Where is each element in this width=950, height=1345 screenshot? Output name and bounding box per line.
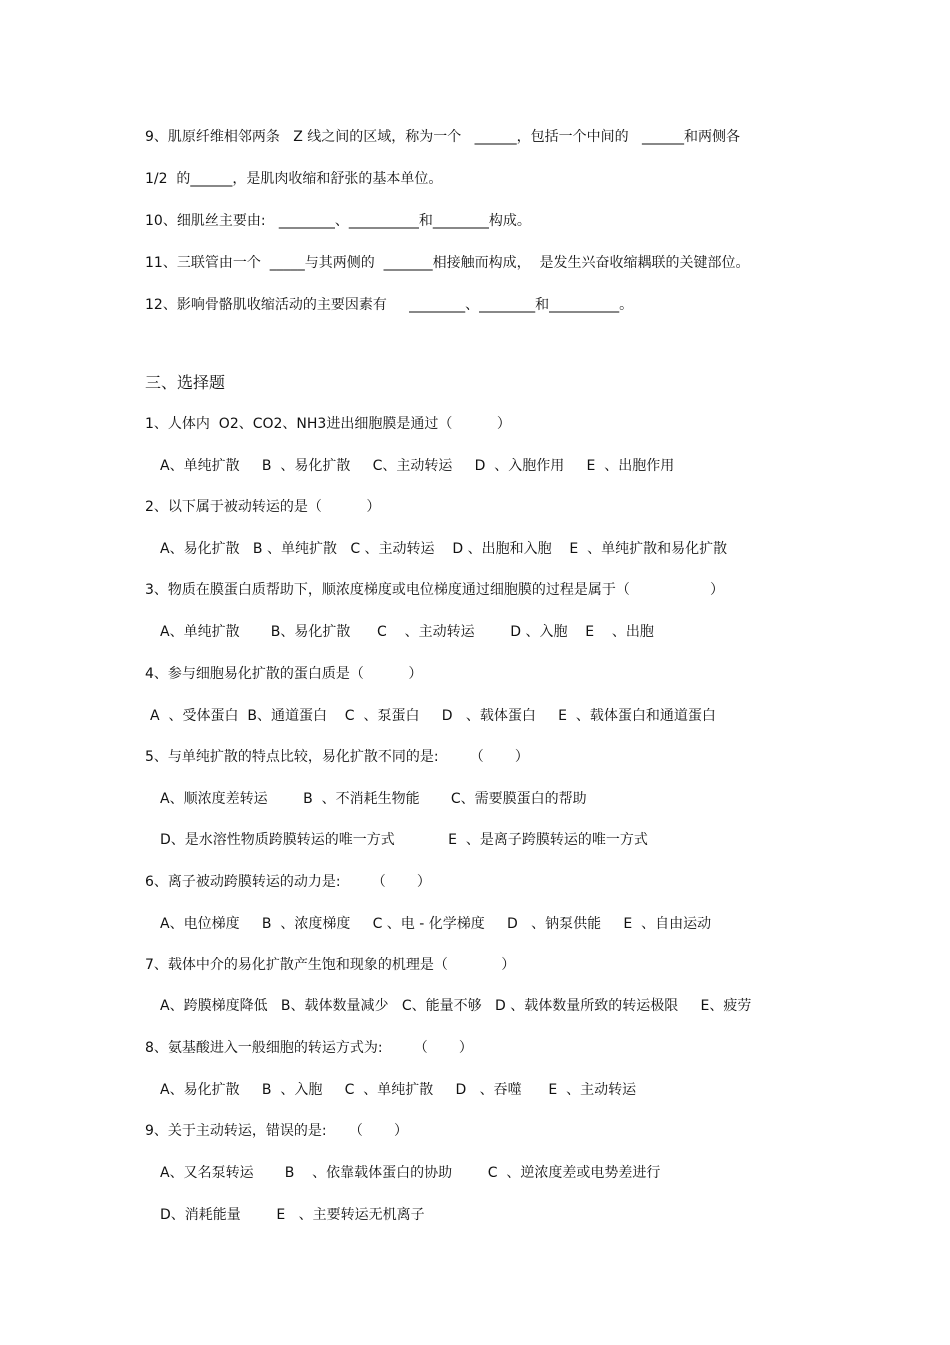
question-5-options-b: D、是水溶性物质跨膜转运的唯一方式 E 、是离子跨膜转运的唯一方式	[160, 832, 648, 848]
question-3-options: A、单纯扩散 B、易化扩散 C 、主动转运 D 、入胞 E 、出胞	[160, 624, 654, 640]
question-3: 3、物质在膜蛋白质帮助下，顺浓度梯度或电位梯度通过细胞膜的过程是属于（ ）	[145, 582, 725, 598]
question-7-options: A、跨膜梯度降低 B、载体数量减少 C、能量不够 D 、载体数量所致的转运极限 E、疲劳	[160, 998, 752, 1014]
question-8-options: A、易化扩散 B 、入胞 C 、单纯扩散 D 、吞噬 E 、主动转运	[160, 1082, 637, 1098]
fill-in-line-9a: 9、肌原纤维相邻两条 Z 线之间的区域，称为一个 ______，包括一个中间的 ______和两侧各	[145, 129, 740, 145]
question-8: 8、氨基酸进入一般细胞的转运方式为: （ ）	[145, 1040, 473, 1056]
question-9-options-a: A、又名泵转运 B 、依靠载体蛋白的协助 C 、逆浓度差或电势差进行	[160, 1165, 661, 1181]
question-4-options: A 、受体蛋白 B、通道蛋白 C 、泵蛋白 D 、载体蛋白 E 、载体蛋白和通道蛋白	[150, 708, 716, 724]
question-5-options-a: A、顺浓度差转运 B 、不消耗生物能 C、需要膜蛋白的帮助	[160, 791, 587, 807]
question-2: 2、以下属于被动转运的是（ ）	[145, 499, 381, 515]
fill-in-line-9b: 1/2 的______，是肌肉收缩和舒张的基本单位。	[145, 171, 443, 187]
question-1-options: A、单纯扩散 B 、易化扩散 C、主动转运 D 、入胞作用 E 、出胞作用	[160, 458, 675, 474]
question-9: 9、关于主动转运，错误的是: （ ）	[145, 1123, 409, 1139]
section-title: 三、选择题	[145, 373, 226, 392]
question-4: 4、参与细胞易化扩散的蛋白质是（ ）	[145, 666, 423, 682]
question-9-options-b: D、消耗能量 E 、主要转运无机离子	[160, 1207, 425, 1223]
question-2-options: A、易化扩散 B 、单纯扩散 C 、主动转运 D 、出胞和入胞 E 、单纯扩散和易化扩散	[160, 541, 728, 557]
question-7: 7、载体中介的易化扩散产生饱和现象的机理是（ ）	[145, 957, 516, 973]
fill-in-line-10: 10、细肌丝主要由: ________、__________和________构成。	[145, 213, 531, 229]
question-5: 5、与单纯扩散的特点比较，易化扩散不同的是: （ ）	[145, 749, 529, 765]
question-6: 6、离子被动跨膜转运的动力是: （ ）	[145, 874, 431, 890]
fill-in-line-11: 11、三联管由一个 _____与其两侧的 _______相接触而构成， 是发生兴奋收缩耦联的关键部位。	[145, 255, 750, 271]
question-1: 1、人体内 O2、CO2、NH3进出细胞膜是通过（ ）	[145, 416, 511, 432]
question-6-options: A、电位梯度 B 、浓度梯度 C 、电 - 化学梯度 D 、钠泵供能 E 、自由运动	[160, 916, 712, 932]
fill-in-line-12: 12、影响骨骼肌收缩活动的主要因素有 ________、________和__________。	[145, 297, 634, 313]
